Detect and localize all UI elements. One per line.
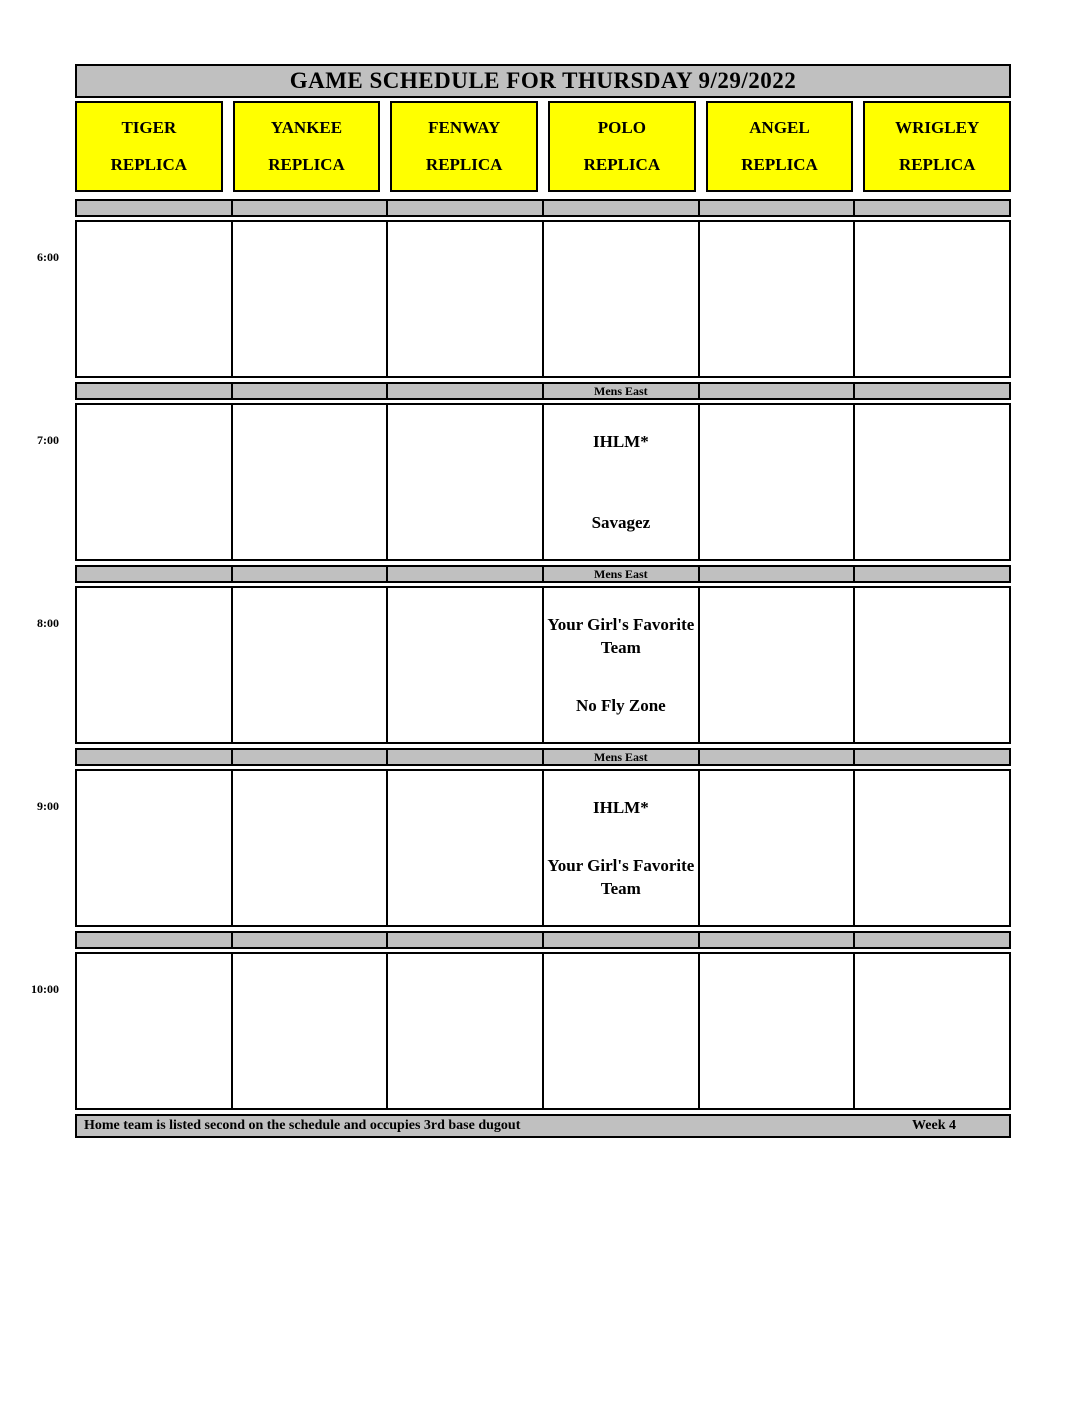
game-cell [853,952,1011,1110]
game-cell [698,586,856,744]
league-strip-cell [386,199,544,217]
week-label: Week 4 [912,1118,956,1133]
games-row [37,769,1011,927]
game-cell [231,769,389,927]
league-strip-cell: Mens East [542,748,700,766]
column-header [233,101,381,192]
league-strip-cell [386,931,544,949]
league-strip-row [75,199,1011,217]
league-strip-cell [231,199,389,217]
game-cell [698,769,856,927]
games-row [31,952,1011,1110]
league-strip-cell [231,382,389,400]
games-row [37,220,1011,378]
games-row [37,403,1011,561]
league-strip-cell [231,748,389,766]
column-name: FENWAY [428,118,501,137]
schedule-title [75,64,1011,98]
league-strip-cell: Mens East [542,565,700,583]
column-name: WRIGLEY [895,118,980,137]
game-cell [542,220,700,378]
game-cell [75,769,233,927]
league-strip-cell [853,199,1011,217]
schedule-title-text: GAME SCHEDULE FOR THURSDAY 9/29/2022 [289,68,797,93]
league-strip-cell: Mens East [542,382,700,400]
column-header [390,101,538,192]
league-strip-cell [386,748,544,766]
game-schedule-table [31,64,1011,1138]
time-label: 8:00 [37,616,59,630]
game-cell [853,586,1011,744]
game-cell [542,769,700,927]
game-cell [75,220,233,378]
league-strip-cell [698,565,856,583]
league-strip-cell [542,931,700,949]
game-cell [853,403,1011,561]
league-strip-cell [75,931,233,949]
time-slot [37,565,1011,744]
league-strip-cell [853,748,1011,766]
game-cell [386,952,544,1110]
game-cell [231,586,389,744]
home-team: Your Girl's Favorite Team [547,856,695,899]
league-strip-cell [853,931,1011,949]
footer-bar [75,1114,1011,1138]
away-team: IHLM* [592,432,649,451]
league-strip-cell [698,931,856,949]
column-type: REPLICA [583,155,661,174]
time-slot [31,931,1011,1110]
game-cell [386,769,544,927]
league-strip-row [75,748,1011,766]
game-cell [698,952,856,1110]
league-strip-cell [231,565,389,583]
column-type: REPLICA [741,155,818,174]
column-name: TIGER [121,118,177,137]
game-cell [542,403,700,561]
league-strip-cell [698,199,856,217]
time-label: 9:00 [37,799,59,813]
game-cell [853,220,1011,378]
away-team: IHLM* [592,798,649,817]
league-strip-cell [698,748,856,766]
game-cell [542,586,700,744]
column-type: REPLICA [110,155,188,174]
league-strip-cell [386,382,544,400]
footer-note: Home team is listed second on the schedule and occupies 3rd base dugout [84,1118,521,1133]
league-strip-row [75,565,1011,583]
league-strip-cell [698,382,856,400]
game-cell [231,403,389,561]
away-team: Your Girl's Favorite Team [547,615,695,657]
column-header [75,101,223,192]
league-strip-cell [853,382,1011,400]
game-cell [386,586,544,744]
game-cell [698,220,856,378]
game-cell [75,952,233,1110]
league-strip-cell [542,199,700,217]
game-cell [698,403,856,561]
league-strip-cell [853,565,1011,583]
column-name: POLO [597,118,646,137]
column-name: ANGEL [749,118,810,137]
games-row [37,586,1011,744]
league-strip-cell [386,565,544,583]
home-team: No Fly Zone [575,696,666,716]
time-label: 6:00 [37,250,59,264]
game-cell [75,403,233,561]
league-strip-cell [75,382,233,400]
league-strip-row [75,382,1011,400]
game-cell [386,220,544,378]
game-cell [853,769,1011,927]
league-strip-cell [75,565,233,583]
time-slot [37,382,1011,561]
home-team: Savagez [591,513,651,533]
league-strip-cell [75,748,233,766]
league-strip-cell [75,199,233,217]
column-type: REPLICA [425,155,503,174]
slots [31,199,1011,1110]
league-strip-row [75,931,1011,949]
league-strip-cell [231,931,389,949]
game-cell [231,952,389,1110]
time-label: 7:00 [37,433,59,447]
header-row [75,101,1011,192]
time-slot [37,748,1011,927]
time-slot [37,199,1011,378]
column-header [548,101,696,192]
column-name: YANKEE [270,118,343,137]
column-header [706,101,854,192]
game-cell [75,586,233,744]
column-type: REPLICA [898,155,976,174]
time-label: 10:00 [31,982,59,996]
game-cell [386,403,544,561]
column-header [863,101,1011,192]
game-cell [231,220,389,378]
game-cell [542,952,700,1110]
column-type: REPLICA [268,155,345,174]
